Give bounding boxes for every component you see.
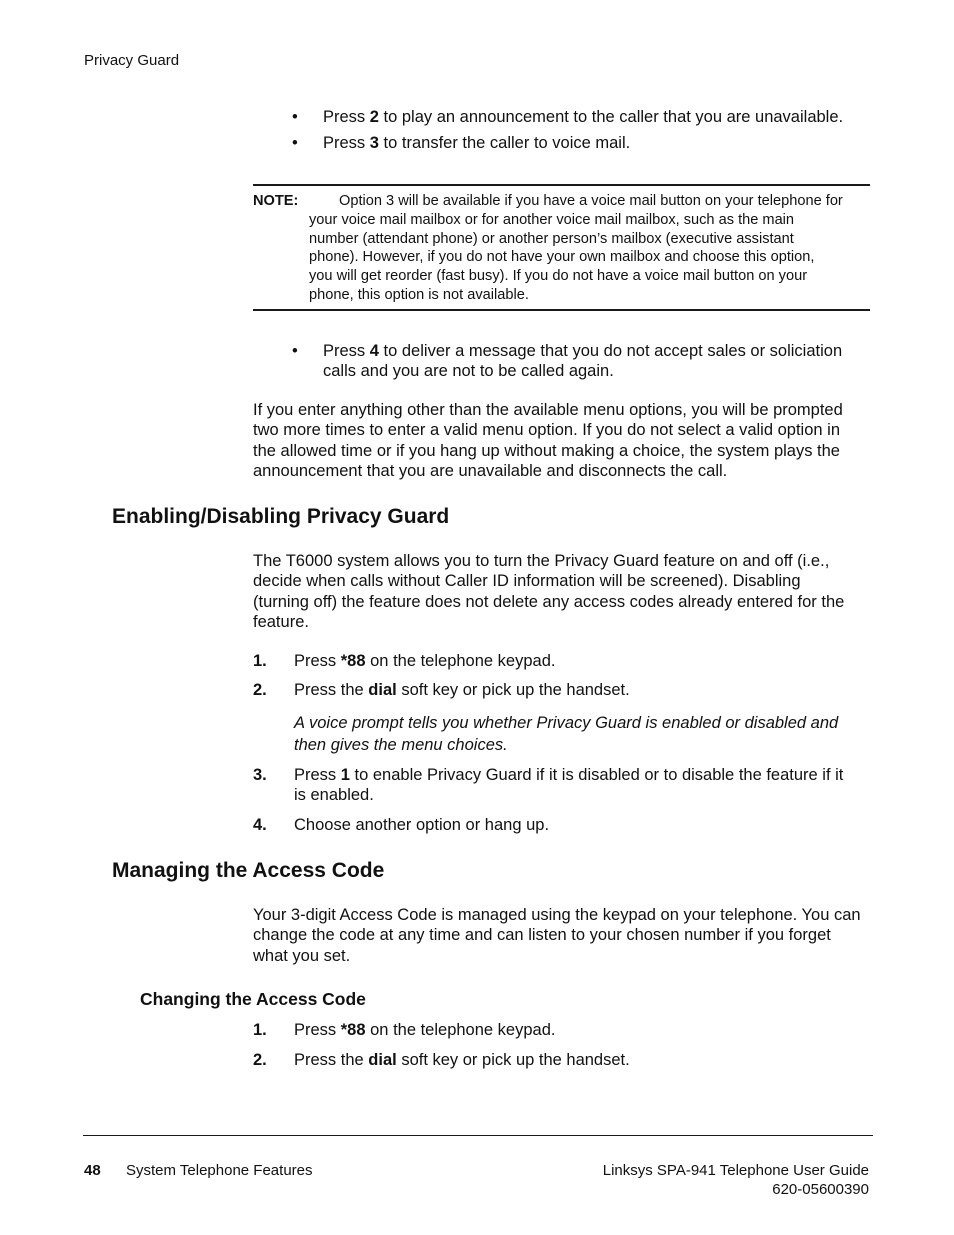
note-line: phone). However, if you do not have your own mailbox and choose this option, [309, 249, 815, 266]
page-number: 48 [84, 1162, 101, 1179]
bullet-text: Press 4 to deliver a message that you do not accept sales or soliciation calls and you are not to be called again. [323, 342, 843, 380]
subheading-changing-access-code: Changing the Access Code [140, 989, 366, 1009]
note-line: your voice mail mailbox or for another voice mail mailbox, such as the main [309, 211, 795, 228]
enabling-paragraph: The T6000 system allows you to turn the Privacy Guard feature on and off (i.e., decide when calls without Caller ID information will be screened). Disabling (turning off) the feature does not delete any access codes already entered for the feature. [253, 552, 845, 632]
note-line: number (attendant phone) or another person’s mailbox (executive assistant [309, 230, 794, 247]
bullet-text: Press 2 to play an announcement to the caller that you are unavailable. [323, 108, 844, 126]
heading-managing-access-code: Managing the Access Code [112, 859, 385, 882]
note-top-rule [253, 184, 870, 186]
footer-doc-number: 620-05600390 [772, 1181, 869, 1198]
heading-enabling-disabling: Enabling/Disabling Privacy Guard [112, 505, 450, 528]
bullet-icon: • [292, 108, 298, 126]
running-header: Privacy Guard [84, 52, 180, 69]
bullet-text: Press 3 to transfer the caller to voice mail. [323, 134, 631, 152]
note-bottom-rule [253, 309, 870, 311]
note-line: you will get reorder (fast busy). If you do not have a voice mail button on your [309, 268, 808, 285]
footer-rule [83, 1135, 873, 1136]
note-line: phone, this option is not available. [309, 287, 529, 303]
bullet-press-4 [292, 341, 872, 383]
voice-prompt-note: A voice prompt tells you whether Privacy Guard is enabled or disabled and then gives the menu choices. [294, 714, 839, 754]
menu-options-paragraph: If you enter anything other than the available menu options, you will be prompted two more times to enter a valid menu option. If you do not select a valid option in the allowed time or if you hang up without making a choice, the system plays the announcement that you are unavailable and disconnects the call. [253, 401, 843, 481]
bullet-icon: • [292, 342, 298, 360]
step-3-enable: 3. Press 1 to enable Privacy Guard if it is disabled or to disable the feature if it is enabled. [253, 766, 844, 805]
bullet-icon: • [292, 134, 298, 152]
note-label: NOTE: [253, 193, 299, 209]
footer-guide-title: Linksys SPA-941 Telephone User Guide [602, 1162, 869, 1179]
access-code-paragraph: Your 3-digit Access Code is managed using the keypad on your telephone. You can change the code at any time and can listen to your chosen number if you forget what you set. [253, 906, 861, 965]
footer-section: System Telephone Features [126, 1162, 313, 1179]
note-first-line: Option 3 will be available if you have a voice mail button on your telephone for [339, 193, 843, 209]
